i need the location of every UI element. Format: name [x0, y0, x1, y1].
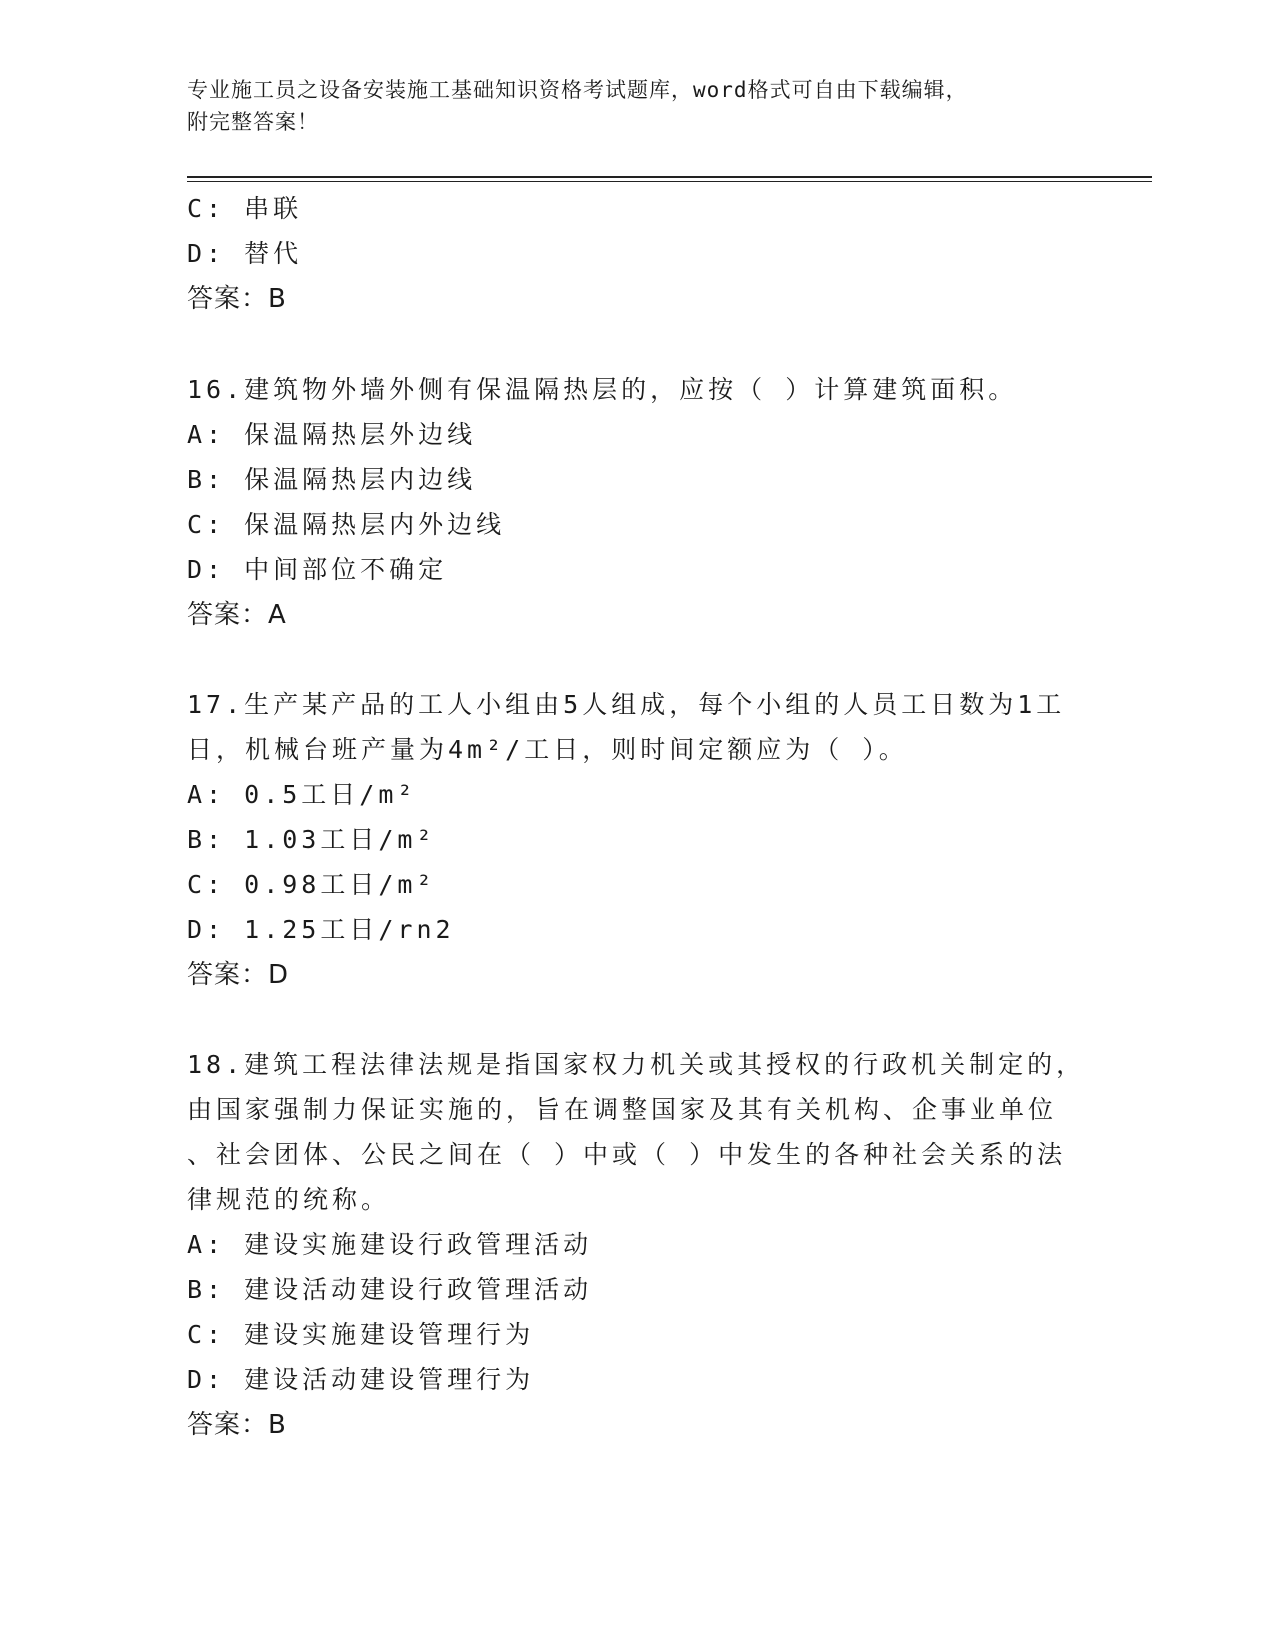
- q17-option-d: D: 1.25工日/rn2: [187, 915, 455, 944]
- q18-question-line-3: 、社会团体、公民之间在（ ）中或（ ）中发生的各种社会关系的法: [187, 1140, 1067, 1169]
- q17-option-a: A: 0.5工日/m²: [187, 780, 417, 809]
- q15-option-c: C: 串联: [187, 194, 303, 223]
- header-divider-thick: [187, 176, 1152, 178]
- q17-option-b: B: 1.03工日/m²: [187, 825, 436, 854]
- q18-option-b: B: 建设活动建设行政管理活动: [187, 1275, 593, 1304]
- q16-question: 16.建筑物外墙外侧有保温隔热层的，应按（ ）计算建筑面积。: [187, 375, 1018, 404]
- q16-option-a: A: 保温隔热层外边线: [187, 420, 477, 449]
- document-header: [187, 74, 1087, 138]
- header-line-1: 专业施工员之设备安装施工基础知识资格考试题库，word格式可自由下载编辑，: [187, 78, 968, 102]
- q17-question-line-1: 17.生产某产品的工人小组由5人组成，每个小组的人员工日数为1工: [187, 690, 1066, 719]
- q16-option-b: B: 保温隔热层内边线: [187, 465, 477, 494]
- header-divider-thin: [187, 181, 1152, 182]
- q15-option-d: D: 替代: [187, 239, 303, 268]
- q18-option-a: A: 建设实施建设行政管理活动: [187, 1230, 593, 1259]
- q18-question-line-4: 律规范的统称。: [187, 1185, 391, 1214]
- q16-option-c: C: 保温隔热层内外边线: [187, 510, 506, 539]
- q16-option-d: D: 中间部位不确定: [187, 555, 448, 584]
- q18-question-line-1: 18.建筑工程法律法规是指国家权力机关或其授权的行政机关制定的，: [187, 1050, 1086, 1079]
- q18-answer: 答案：B: [187, 1410, 287, 1440]
- q18-option-c: C: 建设实施建设管理行为: [187, 1320, 535, 1349]
- q17-option-c: C: 0.98工日/m²: [187, 870, 436, 899]
- q16-answer: 答案：A: [187, 600, 287, 630]
- q15-answer: 答案：B: [187, 284, 287, 314]
- q18-option-d: D: 建设活动建设管理行为: [187, 1365, 535, 1394]
- q17-answer: 答案：D: [187, 960, 290, 990]
- q17-question-line-2: 日，机械台班产量为4m²/工日，则时间定额应为（ ）。: [187, 735, 908, 764]
- header-line-2: 附完整答案！: [187, 110, 319, 134]
- q18-question-line-2: 由国家强制力保证实施的，旨在调整国家及其有关机构、企事业单位: [187, 1095, 1058, 1124]
